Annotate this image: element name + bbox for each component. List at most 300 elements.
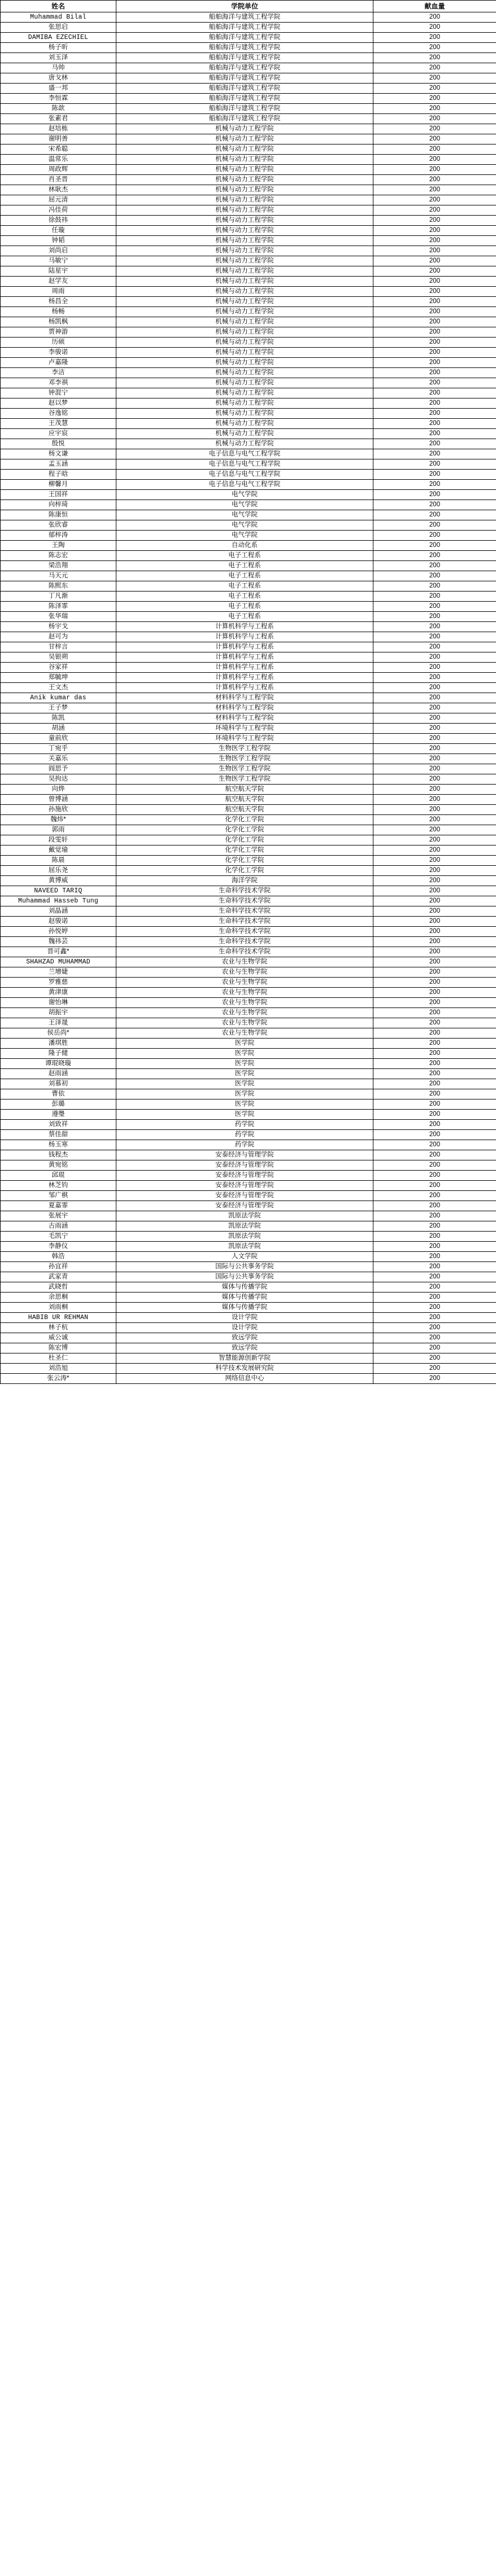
donor-name: 吴拘达 xyxy=(1,774,116,785)
donor-amount: 200 xyxy=(373,23,496,33)
donor-name: 徐鼓祎 xyxy=(1,216,116,226)
donor-name: 武晓哲 xyxy=(1,1282,116,1293)
donor-name: 殷悦 xyxy=(1,439,116,449)
donor-unit: 农业与生物学院 xyxy=(116,1008,373,1018)
donor-amount: 200 xyxy=(373,277,496,287)
donor-name: 杨子昕 xyxy=(1,43,116,53)
donor-name: 吴银朔 xyxy=(1,652,116,663)
donor-amount: 200 xyxy=(373,388,496,398)
table-row xyxy=(1,866,496,876)
table-row xyxy=(1,744,496,754)
table-row xyxy=(1,419,496,429)
table-header-row xyxy=(1,1,496,12)
donor-amount: 200 xyxy=(373,429,496,439)
donor-name: 夏嘉霏 xyxy=(1,1201,116,1211)
table-row xyxy=(1,1120,496,1130)
donor-amount: 200 xyxy=(373,84,496,94)
column-header-amount: 献血量 xyxy=(373,1,496,12)
donor-unit: 化学化工学院 xyxy=(116,856,373,866)
donor-name: 孙宜祥 xyxy=(1,1262,116,1272)
table-row xyxy=(1,1059,496,1069)
table-row xyxy=(1,480,496,490)
table-row xyxy=(1,754,496,764)
donor-unit: 机械与动力工程学院 xyxy=(116,134,373,144)
donor-unit: 机械与动力工程学院 xyxy=(116,348,373,358)
donor-amount: 200 xyxy=(373,1364,496,1374)
donor-unit: 机械与动力工程学院 xyxy=(116,429,373,439)
donor-amount: 200 xyxy=(373,774,496,785)
donor-amount: 200 xyxy=(373,1079,496,1089)
donor-name: 马帅 xyxy=(1,63,116,73)
donor-unit: 电子工程系 xyxy=(116,602,373,612)
donor-name: 魏炜* xyxy=(1,815,116,825)
donor-unit: 环境科学与工程学院 xyxy=(116,724,373,734)
table-row xyxy=(1,134,496,144)
donor-amount: 200 xyxy=(373,642,496,652)
donor-name: 杜圣仁 xyxy=(1,1353,116,1364)
donor-amount: 200 xyxy=(373,12,496,23)
donor-unit: 船舶海洋与建筑工程学院 xyxy=(116,114,373,124)
table-row xyxy=(1,104,496,114)
table-row xyxy=(1,510,496,520)
donor-amount: 200 xyxy=(373,1120,496,1130)
donor-unit: 人文学院 xyxy=(116,1252,373,1262)
donor-amount: 200 xyxy=(373,338,496,348)
table-row xyxy=(1,998,496,1008)
table-row xyxy=(1,947,496,957)
table-row xyxy=(1,856,496,866)
donor-name: 刘晶涵 xyxy=(1,906,116,917)
donor-name: 蔡佳甜 xyxy=(1,1130,116,1140)
donor-amount: 200 xyxy=(373,541,496,551)
donor-amount: 200 xyxy=(373,358,496,368)
donor-amount: 200 xyxy=(373,53,496,63)
donor-amount: 200 xyxy=(373,378,496,388)
table-row xyxy=(1,1303,496,1313)
donor-unit: 生物医学工程学院 xyxy=(116,744,373,754)
donor-amount: 200 xyxy=(373,155,496,165)
donor-unit: 电气学院 xyxy=(116,510,373,520)
donor-unit: 生物医学工程学院 xyxy=(116,754,373,764)
donor-amount: 200 xyxy=(373,1039,496,1049)
donor-unit: 科学技术发展研究院 xyxy=(116,1364,373,1374)
donor-unit: 电气学院 xyxy=(116,500,373,510)
table-row xyxy=(1,632,496,642)
donor-name: 张欣睿 xyxy=(1,520,116,531)
table-row xyxy=(1,541,496,551)
table-row xyxy=(1,1028,496,1039)
donor-name: 杨畅 xyxy=(1,307,116,317)
donor-amount: 200 xyxy=(373,652,496,663)
donor-amount: 200 xyxy=(373,886,496,896)
donor-unit: 媒体与传播学院 xyxy=(116,1303,373,1313)
table-row xyxy=(1,1069,496,1079)
donor-amount: 200 xyxy=(373,998,496,1008)
donor-unit: 电子工程系 xyxy=(116,612,373,622)
donor-amount: 200 xyxy=(373,256,496,266)
donor-name: 赵雨涵 xyxy=(1,1069,116,1079)
donor-unit: 计算机科学与工程系 xyxy=(116,622,373,632)
table-row xyxy=(1,835,496,845)
donor-unit: 船舶海洋与建筑工程学院 xyxy=(116,12,373,23)
donor-name: 周政辉 xyxy=(1,165,116,175)
donor-unit: 机械与动力工程学院 xyxy=(116,226,373,236)
donor-unit: 医学院 xyxy=(116,1089,373,1099)
table-row xyxy=(1,642,496,652)
donor-unit: 电子工程系 xyxy=(116,592,373,602)
donor-name: 张素君 xyxy=(1,114,116,124)
donor-name: 李骏诺 xyxy=(1,348,116,358)
donor-unit: 安泰经济与管理学院 xyxy=(116,1181,373,1191)
donor-amount: 200 xyxy=(373,602,496,612)
table-row xyxy=(1,1333,496,1343)
donor-unit: 计算机科学与工程系 xyxy=(116,663,373,673)
table-row xyxy=(1,43,496,53)
table-row xyxy=(1,33,496,43)
table-row xyxy=(1,205,496,216)
donor-name: 杨昌全 xyxy=(1,297,116,307)
donor-name: 武家青 xyxy=(1,1272,116,1282)
donor-amount: 200 xyxy=(373,1028,496,1039)
table-row xyxy=(1,155,496,165)
donor-name: 历硕 xyxy=(1,338,116,348)
table-row xyxy=(1,531,496,541)
donor-amount: 200 xyxy=(373,470,496,480)
donor-unit: 机械与动力工程学院 xyxy=(116,317,373,327)
donor-name: 贾神游 xyxy=(1,327,116,338)
donor-unit: 电子信息与电气工程学院 xyxy=(116,449,373,459)
donor-unit: 电气学院 xyxy=(116,490,373,500)
donor-amount: 200 xyxy=(373,744,496,754)
donor-unit: 药学院 xyxy=(116,1140,373,1150)
donor-unit: 机械与动力工程学院 xyxy=(116,144,373,155)
table-row xyxy=(1,195,496,205)
donor-amount: 200 xyxy=(373,1282,496,1293)
donor-name: 刘浩旭 xyxy=(1,1364,116,1374)
donor-name: 张思启 xyxy=(1,23,116,33)
donor-unit: 电子工程系 xyxy=(116,571,373,581)
donor-amount: 200 xyxy=(373,368,496,378)
table-row xyxy=(1,12,496,23)
donor-amount: 200 xyxy=(373,1242,496,1252)
donor-amount: 200 xyxy=(373,1140,496,1150)
donor-unit: 机械与动力工程学院 xyxy=(116,338,373,348)
donor-unit: 船舶海洋与建筑工程学院 xyxy=(116,84,373,94)
donor-amount: 200 xyxy=(373,175,496,185)
donor-amount: 200 xyxy=(373,632,496,642)
donor-amount: 200 xyxy=(373,724,496,734)
table-row xyxy=(1,185,496,195)
donor-amount: 200 xyxy=(373,134,496,144)
donor-name: 陈康恒 xyxy=(1,510,116,520)
table-row xyxy=(1,1110,496,1120)
donor-unit: 自动化系 xyxy=(116,541,373,551)
donor-name: 李静仪 xyxy=(1,1242,116,1252)
donor-unit: 生物医学工程学院 xyxy=(116,774,373,785)
table-row xyxy=(1,459,496,470)
donor-name: 丁宛乎 xyxy=(1,744,116,754)
table-row xyxy=(1,1232,496,1242)
donor-name: 林芝钧 xyxy=(1,1181,116,1191)
table-row xyxy=(1,1211,496,1221)
table-row xyxy=(1,1282,496,1293)
donor-unit: 机械与动力工程学院 xyxy=(116,378,373,388)
donor-unit: 航空航天学院 xyxy=(116,795,373,805)
donor-unit: 机械与动力工程学院 xyxy=(116,398,373,409)
column-header-name: 姓名 xyxy=(1,1,116,12)
donor-unit: 机械与动力工程学院 xyxy=(116,256,373,266)
donor-unit: 机械与动力工程学院 xyxy=(116,155,373,165)
donor-name: 魏祎芸 xyxy=(1,937,116,947)
donor-amount: 200 xyxy=(373,266,496,277)
donor-unit: 农业与生物学院 xyxy=(116,978,373,988)
donor-amount: 200 xyxy=(373,1191,496,1201)
donor-amount: 200 xyxy=(373,327,496,338)
donor-name: 钱程杰 xyxy=(1,1150,116,1160)
donor-name: 宋希聪 xyxy=(1,144,116,155)
table-row xyxy=(1,561,496,571)
donor-unit: 航空航天学院 xyxy=(116,805,373,815)
donor-unit: 药学院 xyxy=(116,1130,373,1140)
donor-name: 黄津康 xyxy=(1,988,116,998)
donor-amount: 200 xyxy=(373,33,496,43)
donor-amount: 200 xyxy=(373,1099,496,1110)
donor-amount: 200 xyxy=(373,124,496,134)
donor-unit: 机械与动力工程学院 xyxy=(116,165,373,175)
donor-amount: 200 xyxy=(373,673,496,683)
table-row xyxy=(1,256,496,266)
donor-name: 谭琨晓璇 xyxy=(1,1059,116,1069)
table-row xyxy=(1,785,496,795)
donor-name: 甘梓言 xyxy=(1,642,116,652)
donor-name: 王茂慧 xyxy=(1,419,116,429)
table-row xyxy=(1,1130,496,1140)
donor-unit: 致远学院 xyxy=(116,1343,373,1353)
donor-unit: 药学院 xyxy=(116,1120,373,1130)
donor-unit: 化学化工学院 xyxy=(116,845,373,856)
donor-unit: 船舶海洋与建筑工程学院 xyxy=(116,33,373,43)
donor-unit: 致远学院 xyxy=(116,1333,373,1343)
donor-unit: 海洋学院 xyxy=(116,876,373,886)
table-row xyxy=(1,1343,496,1353)
table-row xyxy=(1,673,496,683)
donor-unit: 化学化工学院 xyxy=(116,825,373,835)
table-row xyxy=(1,73,496,84)
donor-unit: 生命科学技术学院 xyxy=(116,886,373,896)
donor-name: 张华瑞 xyxy=(1,612,116,622)
donor-name: Anik kumar das xyxy=(1,693,116,703)
table-row xyxy=(1,297,496,307)
donor-name: 孟玉涵 xyxy=(1,459,116,470)
table-row xyxy=(1,612,496,622)
donor-unit: 设计学院 xyxy=(116,1323,373,1333)
donor-name: 马天元 xyxy=(1,571,116,581)
donor-unit: 机械与动力工程学院 xyxy=(116,439,373,449)
donor-unit: 船舶海洋与建筑工程学院 xyxy=(116,94,373,104)
donor-amount: 200 xyxy=(373,144,496,155)
donor-name: 孙悦婷 xyxy=(1,927,116,937)
donor-unit: 计算机科学与工程系 xyxy=(116,642,373,652)
table-row xyxy=(1,1039,496,1049)
donor-name: 林耿杰 xyxy=(1,185,116,195)
table-row xyxy=(1,1353,496,1364)
donor-name: 余思桐 xyxy=(1,1293,116,1303)
donor-amount: 200 xyxy=(373,581,496,592)
table-row xyxy=(1,246,496,256)
donor-unit: 机械与动力工程学院 xyxy=(116,307,373,317)
donor-amount: 200 xyxy=(373,1181,496,1191)
donor-unit: 计算机科学与工程系 xyxy=(116,683,373,693)
donor-unit: 生命科学技术学院 xyxy=(116,906,373,917)
donor-name: 陈熙东 xyxy=(1,581,116,592)
donor-amount: 200 xyxy=(373,1201,496,1211)
donor-amount: 200 xyxy=(373,967,496,978)
donor-amount: 200 xyxy=(373,1008,496,1018)
donor-name: 谷家祥 xyxy=(1,663,116,673)
donor-name: 盛一邦 xyxy=(1,84,116,94)
donor-name: 陈凯 xyxy=(1,713,116,724)
donor-unit: 化学化工学院 xyxy=(116,815,373,825)
donor-unit: 智慧能源创新学院 xyxy=(116,1353,373,1364)
table-row xyxy=(1,1262,496,1272)
donor-unit: 农业与生物学院 xyxy=(116,967,373,978)
donor-name: 黄博威 xyxy=(1,876,116,886)
donor-name: 刘雨桐 xyxy=(1,1303,116,1313)
donor-unit: 生物医学工程学院 xyxy=(116,764,373,774)
table-row xyxy=(1,1089,496,1099)
table-row xyxy=(1,348,496,358)
donor-amount: 200 xyxy=(373,927,496,937)
donor-unit: 农业与生物学院 xyxy=(116,988,373,998)
donor-amount: 200 xyxy=(373,754,496,764)
table-row xyxy=(1,388,496,398)
donor-name: Muhammad Hasseb Tung xyxy=(1,896,116,906)
donor-unit: 机械与动力工程学院 xyxy=(116,327,373,338)
donor-amount: 200 xyxy=(373,713,496,724)
donor-unit: 机械与动力工程学院 xyxy=(116,266,373,277)
donor-amount: 200 xyxy=(373,307,496,317)
table-row xyxy=(1,1272,496,1282)
donor-name: 梁浩翔 xyxy=(1,561,116,571)
donor-unit: 化学化工学院 xyxy=(116,866,373,876)
donor-name: 阎思予 xyxy=(1,764,116,774)
donor-unit: 材料科学与工程学院 xyxy=(116,703,373,713)
table-row xyxy=(1,84,496,94)
donor-unit: 机械与动力工程学院 xyxy=(116,388,373,398)
table-row xyxy=(1,683,496,693)
donor-name: 胡涵 xyxy=(1,724,116,734)
donor-unit: 安泰经济与管理学院 xyxy=(116,1150,373,1160)
donor-amount: 200 xyxy=(373,1374,496,1384)
donor-name: 温常乐 xyxy=(1,155,116,165)
donor-unit: 机械与动力工程学院 xyxy=(116,419,373,429)
donor-unit: 化学化工学院 xyxy=(116,835,373,845)
donor-amount: 200 xyxy=(373,500,496,510)
donor-amount: 200 xyxy=(373,1150,496,1160)
table-row xyxy=(1,764,496,774)
donor-amount: 200 xyxy=(373,957,496,967)
donor-name: 任璇 xyxy=(1,226,116,236)
donor-amount: 200 xyxy=(373,693,496,703)
donor-amount: 200 xyxy=(373,1130,496,1140)
table-row xyxy=(1,1313,496,1323)
donor-unit: 船舶海洋与建筑工程学院 xyxy=(116,23,373,33)
donor-name: 段雯轩 xyxy=(1,835,116,845)
donor-unit: 设计学院 xyxy=(116,1313,373,1323)
donor-unit: 船舶海洋与建筑工程学院 xyxy=(116,53,373,63)
table-row xyxy=(1,703,496,713)
donor-amount: 200 xyxy=(373,561,496,571)
donor-amount: 200 xyxy=(373,297,496,307)
donor-unit: 医学院 xyxy=(116,1049,373,1059)
table-row xyxy=(1,398,496,409)
table-row xyxy=(1,1160,496,1171)
donor-amount: 200 xyxy=(373,734,496,744)
donor-unit: 安泰经济与管理学院 xyxy=(116,1191,373,1201)
table-row xyxy=(1,967,496,978)
donor-name: 李洁 xyxy=(1,368,116,378)
donor-unit: 机械与动力工程学院 xyxy=(116,297,373,307)
table-row xyxy=(1,805,496,815)
table-row xyxy=(1,470,496,480)
donor-unit: 凯原法学院 xyxy=(116,1232,373,1242)
donor-unit: 凯原法学院 xyxy=(116,1211,373,1221)
donor-unit: 航空航天学院 xyxy=(116,785,373,795)
donor-name: 屈乐尧 xyxy=(1,866,116,876)
donor-name: SHAHZAD MUHAMMAD xyxy=(1,957,116,967)
donor-amount: 200 xyxy=(373,1252,496,1262)
donor-name: NAVEED TARIQ xyxy=(1,886,116,896)
donor-amount: 200 xyxy=(373,906,496,917)
donor-unit: 医学院 xyxy=(116,1069,373,1079)
donor-amount: 200 xyxy=(373,94,496,104)
donor-name: 杨凯枫 xyxy=(1,317,116,327)
donor-unit: 机械与动力工程学院 xyxy=(116,124,373,134)
table-row xyxy=(1,602,496,612)
table-row xyxy=(1,226,496,236)
donor-name: 冯佳荷 xyxy=(1,205,116,216)
donor-amount: 200 xyxy=(373,43,496,53)
donor-name: 杨宇戈 xyxy=(1,622,116,632)
donor-unit: 网络信息中心 xyxy=(116,1374,373,1384)
donor-name: 刘尚启 xyxy=(1,246,116,256)
table-row xyxy=(1,795,496,805)
table-row xyxy=(1,277,496,287)
donor-name: 韩浩 xyxy=(1,1252,116,1262)
table-row xyxy=(1,449,496,459)
donor-unit: 船舶海洋与建筑工程学院 xyxy=(116,43,373,53)
table-row xyxy=(1,1099,496,1110)
table-row xyxy=(1,1049,496,1059)
donor-unit: 电气学院 xyxy=(116,531,373,541)
donor-name: 罗雅慈 xyxy=(1,978,116,988)
donor-amount: 200 xyxy=(373,439,496,449)
donor-name: 李恒霖 xyxy=(1,94,116,104)
donor-name: 晋可鑫* xyxy=(1,947,116,957)
column-header-unit: 学院单位 xyxy=(116,1,373,12)
donor-name: 陈泽霏 xyxy=(1,602,116,612)
table-row xyxy=(1,652,496,663)
table-row xyxy=(1,957,496,967)
donor-unit: 机械与动力工程学院 xyxy=(116,195,373,205)
donor-amount: 200 xyxy=(373,571,496,581)
donor-unit: 媒体与传播学院 xyxy=(116,1282,373,1293)
donor-unit: 计算机科学与工程系 xyxy=(116,652,373,663)
donor-unit: 机械与动力工程学院 xyxy=(116,185,373,195)
donor-unit: 船舶海洋与建筑工程学院 xyxy=(116,73,373,84)
donor-amount: 200 xyxy=(373,1049,496,1059)
table-row xyxy=(1,1150,496,1160)
